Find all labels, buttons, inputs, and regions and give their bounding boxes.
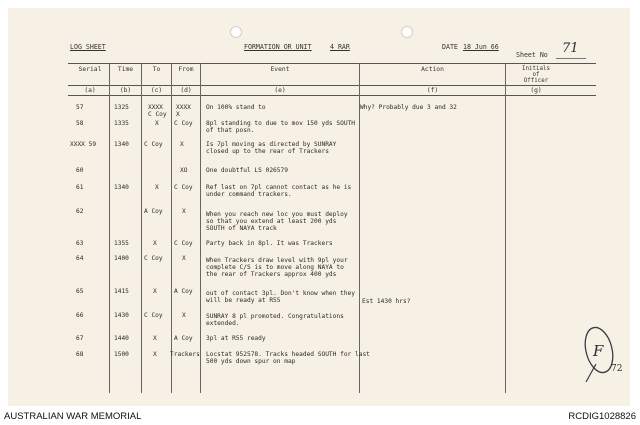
col-initials-header: Initials of Officer	[522, 66, 550, 85]
row-to: X	[153, 240, 157, 247]
row-from: A Coy	[174, 288, 193, 295]
log-sheet-paper	[8, 8, 630, 406]
row-from: X	[182, 255, 186, 262]
row-time: 1340	[114, 141, 129, 148]
row-to: X	[153, 335, 157, 342]
row-event: When Trackers draw level with 9pl your complete C/S is to move along NAYA to the rear of Trackers approx 400 yds	[206, 257, 348, 278]
row-from: X	[182, 208, 186, 215]
row-to: C Coy	[144, 141, 163, 148]
row-time: 1355	[114, 240, 129, 247]
row-to: C Coy	[144, 312, 163, 319]
row-from: X	[180, 141, 184, 148]
col-time-header: Time	[117, 66, 134, 73]
row-serial: 67	[76, 335, 84, 342]
row-serial: 63	[76, 240, 84, 247]
col-event-header: Event	[270, 66, 290, 73]
col-letter: (d)	[180, 87, 192, 94]
row-time: 1335	[114, 120, 129, 127]
row-from: C Coy	[174, 120, 193, 127]
row-action: Est 1430 hrs?	[362, 298, 411, 305]
column-divider	[171, 63, 172, 393]
log-sheet-title: LOG SHEET	[70, 43, 106, 51]
row-event: On 100% stand to	[206, 104, 266, 111]
row-event: Is 7pl moving as directed by SUNRAY closed up to the rear of Trackers	[206, 141, 337, 155]
col-letter: (f)	[426, 87, 439, 94]
punch-hole	[401, 26, 413, 38]
table-top-rule	[68, 63, 596, 64]
column-letter-rule-top	[68, 85, 596, 86]
col-letter: (e)	[274, 87, 286, 94]
row-time: 1430	[114, 312, 129, 319]
footer-institution: AUSTRALIAN WAR MEMORIAL	[4, 411, 142, 422]
row-serial: 65	[76, 288, 84, 295]
row-to: XXXX C Coy	[148, 104, 167, 118]
row-from: C Coy	[174, 184, 193, 191]
column-divider	[109, 63, 110, 393]
column-divider	[359, 63, 360, 393]
row-event: One doubtful LS 026579	[206, 167, 288, 174]
margin-page-note: 72	[611, 364, 623, 374]
row-from: XXXX X	[176, 104, 191, 118]
row-time: 1400	[114, 255, 129, 262]
column-divider	[505, 63, 506, 393]
punch-hole	[230, 26, 242, 38]
row-event: SUNRAY 8 pl promoted. Congratulations extended.	[206, 313, 344, 327]
row-serial: XXXX 59	[70, 141, 97, 148]
row-serial: 58	[76, 120, 84, 127]
row-from: XO	[180, 167, 188, 174]
column-divider	[141, 63, 142, 393]
annotation-letter: F	[593, 342, 604, 360]
row-time: 1340	[114, 184, 129, 191]
row-serial: 68	[76, 351, 84, 358]
row-event: 3pl at R55 ready	[206, 335, 266, 342]
row-to: X	[155, 120, 159, 127]
row-time: 1500	[114, 351, 129, 358]
col-letter: (a)	[84, 87, 96, 94]
row-serial: 60	[76, 167, 84, 174]
date-value: 18 Jun 66	[463, 43, 499, 51]
row-serial: 57	[76, 104, 84, 111]
col-letter: (c)	[150, 87, 163, 94]
unit-name: 4 RAR	[330, 43, 350, 51]
row-from: A Coy	[174, 335, 193, 342]
sheet-number-underline	[556, 58, 586, 59]
row-to: A Coy	[144, 208, 163, 215]
row-event: 8pl standing to due to mov 150 yds SOUTH of that posn.	[206, 120, 356, 134]
date-label: DATE	[442, 43, 458, 51]
row-serial: 64	[76, 255, 84, 262]
formation-label: FORMATION OR UNIT	[244, 43, 312, 51]
row-event: Locstat 952578. Tracks headed SOUTH for last 500 yds down spur on map	[206, 351, 370, 365]
row-from: C Coy	[174, 240, 193, 247]
col-letter: (g)	[530, 87, 542, 94]
row-serial: 62	[76, 208, 84, 215]
footer-document-id: RCDIG1028826	[568, 411, 636, 422]
row-from: X	[182, 312, 186, 319]
archive-footer	[0, 408, 640, 425]
row-event: When you reach new loc you must deploy so that you extend at least 200 yds SOUTH of NAYA track	[206, 211, 348, 232]
col-serial-header: Serial	[78, 66, 102, 73]
sheet-number: 71	[562, 41, 579, 56]
col-action-header: Action	[421, 66, 444, 73]
row-time: 1325	[114, 104, 129, 111]
row-to: X	[155, 184, 159, 191]
col-letter: (b)	[119, 87, 132, 94]
sheet-number-label: Sheet No	[516, 51, 548, 59]
column-divider	[200, 63, 201, 393]
row-event: Ref last on 7pl cannot contact as he is under command trackers.	[206, 184, 352, 198]
row-from: Trackers	[170, 351, 200, 358]
row-action: Why? Probably due 3 and 32	[360, 104, 457, 111]
row-event: Party back in 8pl. It was Trackers	[206, 240, 333, 247]
row-serial: 66	[76, 312, 84, 319]
row-event: out of contact 3pl. Don't know when they will be ready at R55	[206, 290, 356, 304]
col-from-header: From	[178, 66, 194, 73]
column-letter-rule-bottom	[68, 95, 596, 96]
row-to: X	[153, 351, 157, 358]
row-to: C Coy	[144, 255, 163, 262]
row-serial: 61	[76, 184, 84, 191]
col-to-header: To	[152, 66, 161, 73]
row-time: 1415	[114, 288, 129, 295]
row-time: 1440	[114, 335, 129, 342]
row-to: X	[153, 288, 157, 295]
